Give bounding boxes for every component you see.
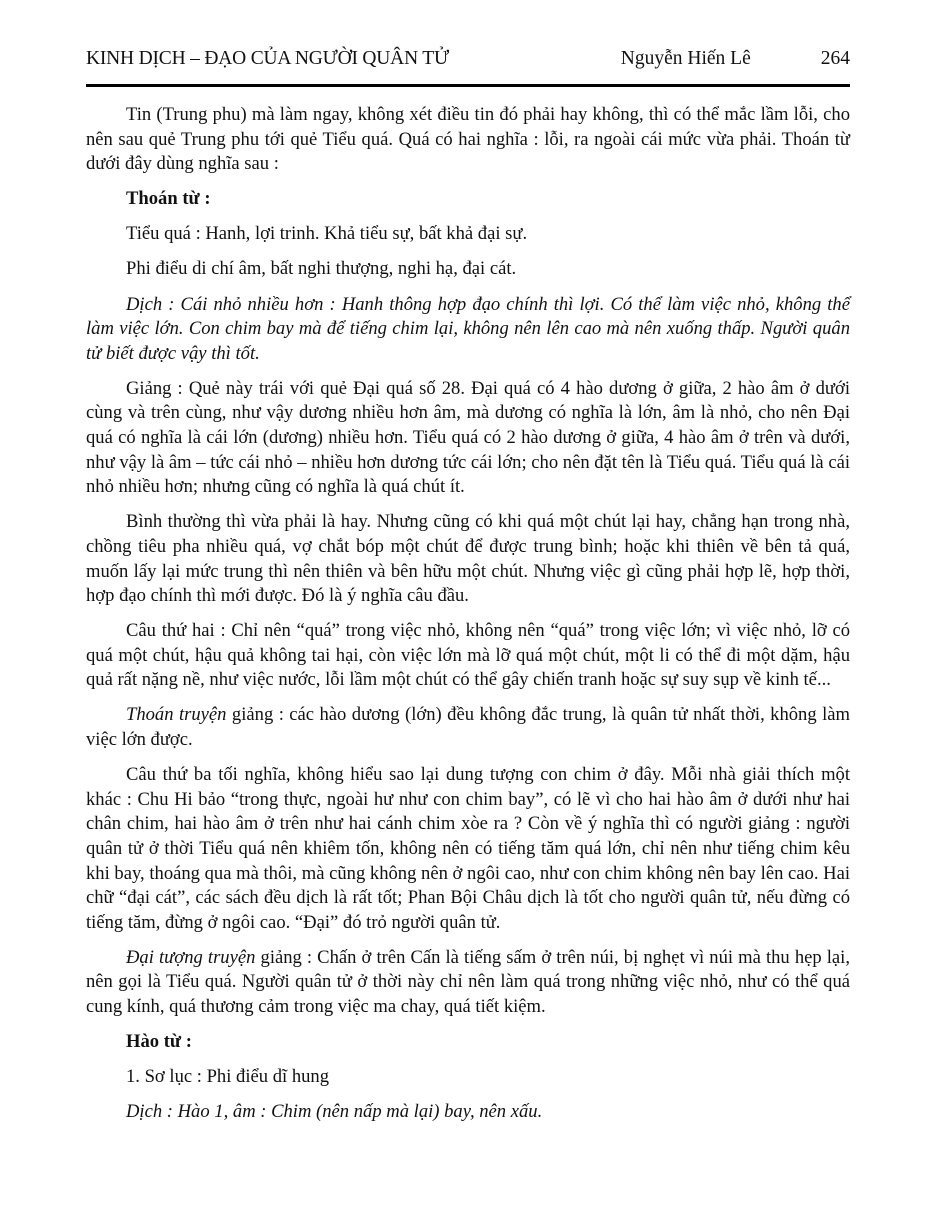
paragraph-dich-hao-1: Dịch : Hào 1, âm : Chim (nên nấp mà lại) bay, nên xấu. [126,1101,543,1123]
paragraph-so-luc: 1. Sơ lục : Phi điểu dĩ hung [126,1066,330,1088]
dai-tuong-truyen-rest: giảng : Chấn ở trên Cấn là tiếng sấm ở trên núi, bị nghẹt vì núi mà thu hẹp lại, nên gọi là Tiểu quá. Người quân tử ở thời này chỉ nên làm quá trong những việc nhỏ, như có thể quá cung kính, quá thương cảm trong việc ma chay, quá tiết kiệm. [86,946,851,1017]
paragraph-tieu-qua: Tiểu quá : Hanh, lợi trinh. Khả tiểu sự, bất khả đại sự. [126,223,528,245]
paragraph-dai-tuong-truyen [86,946,850,1020]
book-title: KINH DỊCH – ĐẠO CỦA NGƯỜI QUÂN TỬ [86,48,449,69]
heading-hao-tu: Hào từ : [126,1031,192,1053]
paragraph-cau-thu-hai: Câu thứ hai : Chỉ nên “quá” trong việc nhỏ, không nên “quá” trong việc lớn; vì việc nhỏ, lỡ có quá một chút, hậu quả không tai hại, còn việc lớn mà lỡ quá một chút, một li có thể đi một dặm, hậu quả rất nặng nề, như việc nước, lỗi lầm một chút có thể gây chiến tranh hoặc sự suy sụp về kinh tế... [86,620,850,691]
page-body [86,103,850,1125]
page-header [86,48,850,70]
page-number: 264 [820,48,850,69]
thoan-truyen-rest: giảng : các hào dương (lớn) đều không đắc trung, là quân tử nhất thời, không làm việc lớn được. [86,704,850,751]
dai-tuong-truyen-lead: Đại tượng truyện [126,946,256,968]
paragraph-dich: Dịch : Cái nhỏ nhiều hơn : Hanh thông hợp đạo chính thì lợi. Có thể làm việc nhỏ, không thể làm việc lớn. Con chim bay mà để tiếng chim lại, không nên lên cao mà nên xuống thấp. Người quân tử biết được vậy thì tốt. [86,293,850,364]
paragraph-phi-dieu: Phi điểu di chí âm, bất nghi thượng, nghi hạ, đại cát. [126,258,517,280]
paragraph-cau-thu-ba: Câu thứ ba tối nghĩa, không hiểu sao lại dung tượng con chim ở đây. Mỗi nhà giải thích một khác : Chu Hi bảo “trong thực, ngoài hư như con chim bay”, có lẽ vì cho hai hào âm ở dưới như hai chân chim, hai hào âm ở trên như hai cánh chim xòe ra ? Còn về ý nghĩa thì có người giảng : người quân tử ở thời Tiểu quá nên khiêm tốn, không nên có tiếng tăm quá lớn, chỉ nên như tiếng chim kêu khi bay, thoáng qua mà thôi, mà cũng không nên ở ngôi cao, như con chim không nên bay lên cao. Hai chữ “đại cát”, các sách đều dịch là rất tốt; Phan Bội Châu dịch là tốt cho người quân tử, nếu đừng có tiếng tăm, đừng ở ngôi cao. “Đại” đó trỏ người quân tử. [86,764,850,933]
paragraph-intro: Tin (Trung phu) mà làm ngay, không xét điều tin đó phải hay không, thì có thể mắc lầm lỗi, cho nên sau quẻ Trung phu tới quẻ Tiểu quá. Quá có hai nghĩa : lỗi, ra ngoài cái mức vừa phải. Thoán từ dưới đây dùng nghĩa sau : [86,104,850,175]
paragraph-binh-thuong: Bình thường thì vừa phải là hay. Nhưng cũng có khi quá một chút lại hay, chẳng hạn trong nhà, chồng tiêu pha nhiều quá, vợ chắt bóp một chút để được trung bình; hoặc khi thiên về bên tả quá, muốn lấy lại mức trung thì nên thiên và bên hữu một chút. Nhưng việc gì cũng phải hợp lẽ, hợp thời, hợp đạo chính thì mới được. Đó là ý nghĩa câu đầu. [86,511,850,607]
header-divider [86,84,850,87]
heading-thoan-tu: Thoán từ : [126,188,211,210]
paragraph-thoan-truyen [86,703,850,752]
paragraph-giang: Giảng : Quẻ này trái với quẻ Đại quá số 28. Đại quá có 4 hào dương ở giữa, 2 hào âm ở dưới cùng và trên cùng, như vậy dương nhiều hơn âm, mà dương có nghĩa là lớn, âm là nhỏ, cho nên Đại quá có nghĩa là cái lớn (dương) nhiều hơn. Tiểu quá có 2 hào dương ở giữa, 4 hào âm ở trên và dưới, như vậy là âm – tức cái nhỏ – nhiều hơn dương tức cái lớn; cho nên đặt tên là Tiểu quá. Tiểu quá là cái nhỏ nhiều hơn; nhưng cũng có nghĩa là quá chút ít. [86,377,850,498]
author-name: Nguyễn Hiến Lê [620,48,751,69]
thoan-truyen-lead: Thoán truyện [126,704,227,726]
